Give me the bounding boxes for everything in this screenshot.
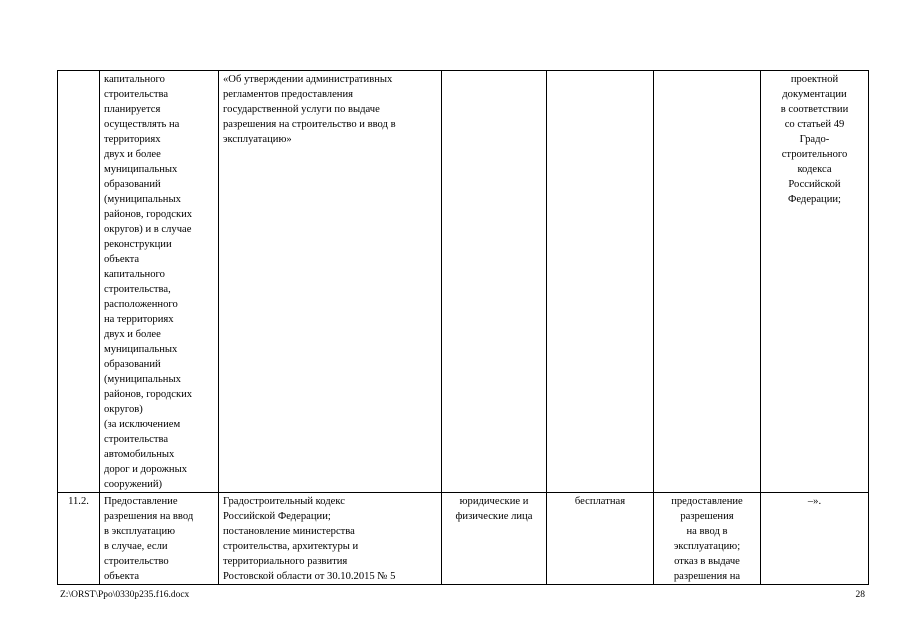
table-row (58, 493, 869, 585)
note: –». (807, 496, 822, 507)
row-number-cell (58, 493, 100, 585)
table-row (58, 71, 869, 493)
result: предоставление разрешения на ввод в эксплуатацию; отказ в выдаче разрешения на (671, 496, 743, 582)
service-name: капитального строительства планируется осуществлять на территориях двух и более муниципальных образований (муниципальных районов, городских округов) и в случае реконструкции объекта капитального строительства, расположенного на территориях двух и более муниципальных образований (муниципальных районов, городских округов) (за исключением строительства автомобильных дорог и дорожных сооружений) (104, 74, 193, 490)
legal-basis: Градостроительный кодекс Российской Федерации; постановление министерства строительства, архитектуры и территориального развития Ростовской области от 30.10.2015 № 5 (223, 496, 396, 582)
payment-cell (547, 71, 654, 493)
row-number-cell (58, 71, 100, 493)
row-number: 11.2. (68, 496, 89, 507)
footer-page-number: 28 (855, 590, 865, 600)
recipients-cell (442, 493, 547, 585)
note-cell (761, 71, 869, 493)
result-cell (654, 71, 761, 493)
legal-basis-cell (219, 71, 442, 493)
service-name: Предоставление разрешения на ввод в эксплуатацию в случае, если строительство объекта (104, 496, 194, 582)
payment-cell (547, 493, 654, 585)
recipients-cell (442, 71, 547, 493)
recipients: юридические и физические лица (455, 496, 533, 522)
service-name-cell (100, 71, 219, 493)
result-cell (654, 493, 761, 585)
footer-file-path: Z:\ORST\Ppo\0330p235.f16.docx (60, 590, 190, 600)
service-name-cell (100, 493, 219, 585)
payment: бесплатная (574, 496, 626, 507)
note-cell (761, 493, 869, 585)
services-table (57, 70, 869, 585)
legal-basis-cell (219, 493, 442, 585)
note: проектной документации в соответствии со статьей 49 Градо- строительного кодекса Российской Федерации; (780, 74, 849, 205)
legal-basis: «Об утверждении административных регламентов предоставления государственной услуги по выдаче разрешения на строительство и ввод в эксплуатацию» (223, 74, 396, 145)
